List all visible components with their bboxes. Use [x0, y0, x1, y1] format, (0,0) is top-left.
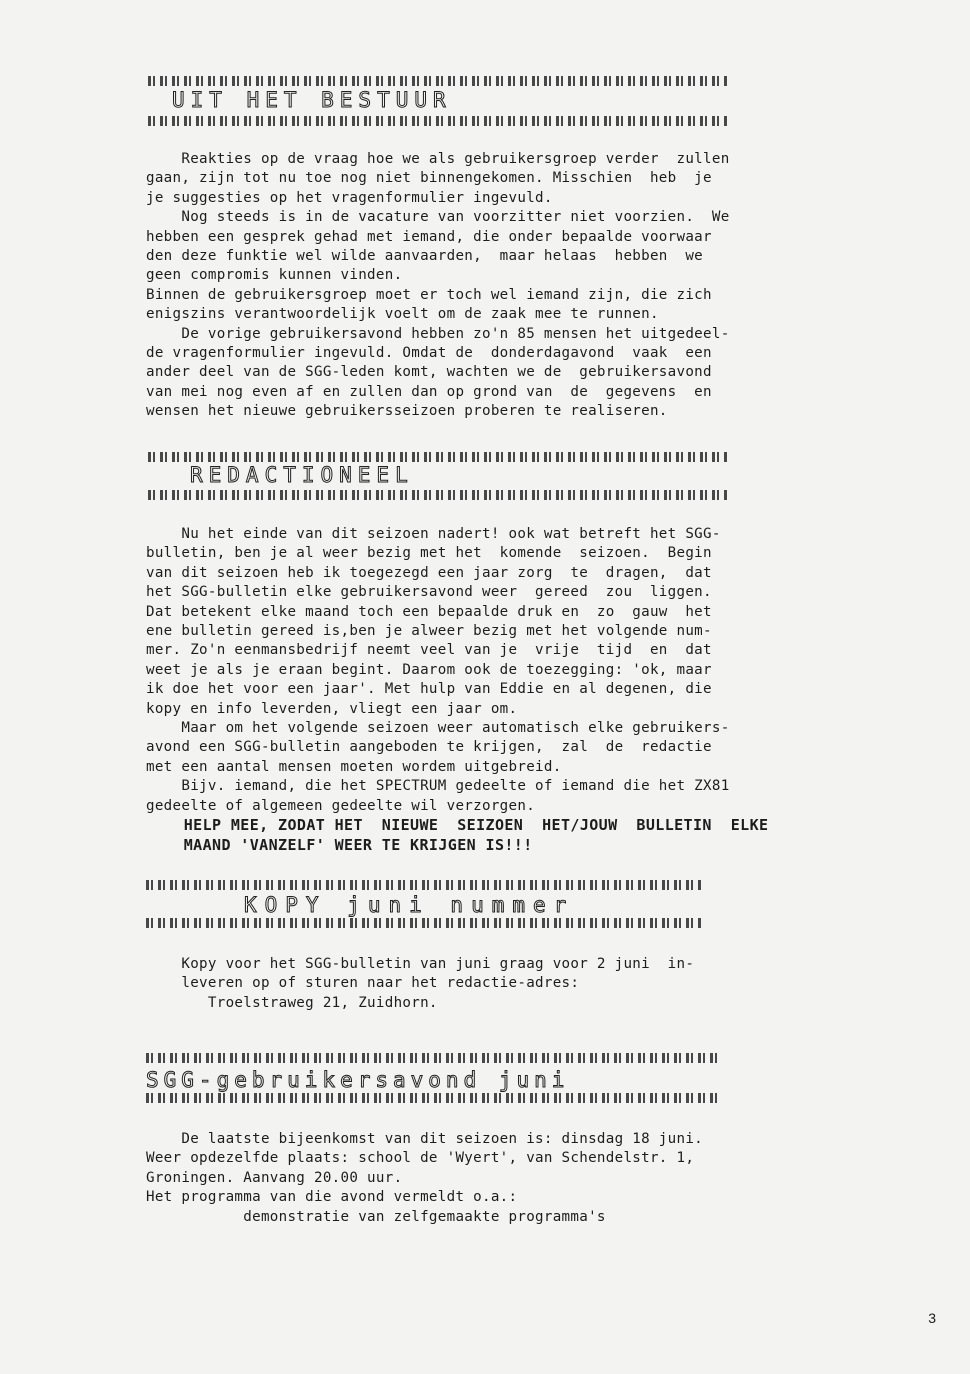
star-rule-bottom	[146, 1093, 721, 1103]
text-line: Troelstraweg 21, Zuidhorn.	[146, 994, 438, 1011]
text-line: enigszins verantwoordelijk voelt om de zaak mee te runnen.	[146, 306, 659, 323]
emphasis-line: HELP MEE, ZODAT HET NIEUWE SEIZOEN HET/JOUW BULLETIN ELKE	[146, 816, 769, 835]
text-line: van dit seizoen heb ik toegezegd een jaar zorg te dragen, dat	[146, 564, 712, 581]
text-line: Maar om het volgende seizoen weer automatisch elke gebruikers-	[146, 720, 730, 737]
text-line: De laatste bijeenkomst van dit seizoen is: dinsdag 18 juni.	[146, 1131, 704, 1147]
paragraph-kopy	[146, 955, 906, 1013]
page-number: 3	[928, 1310, 936, 1326]
star-rule-bottom	[148, 116, 728, 126]
text-line: Nu het einde van dit seizoen nadert! ook wat betreft het SGG-	[146, 526, 721, 542]
text-line: met een aantal mensen moeten wordem uitgebreid.	[146, 758, 562, 775]
text-line: geen compromis kunnen vinden.	[146, 267, 403, 284]
text-line: mer. Zo'n eenmansbedrijf neemt veel van je vrije tijd en dat	[146, 642, 712, 659]
text-line: Groningen. Aanvang 20.00 uur.	[146, 1169, 403, 1186]
text-line: van mei nog even af en zullen dan op grond van de gegevens en	[146, 383, 712, 400]
star-rule-bottom	[148, 490, 728, 500]
text-line: kopy en info leverden, vliegt een jaar om.	[146, 700, 518, 717]
text-line: Reakties op de vraag hoe we als gebruikersgroep verder zullen	[146, 151, 730, 167]
star-rule-top	[146, 880, 701, 890]
section-title-avond: SGG-gebruikersavond juni	[146, 1068, 570, 1092]
text-line: ander deel van de SGG-leden komt, wachten we de gebruikersavond	[146, 364, 712, 381]
text-line: ik doe het voor een jaar'. Met hulp van Eddie en al degenen, die	[146, 681, 712, 698]
text-line: je suggesties op het vragenformulier ingevuld.	[146, 189, 553, 206]
text-line: Weer opdezelfde plaats: school de 'Wyert', van Schendelstr. 1,	[146, 1150, 695, 1167]
section-title-kopy: KOPY juni nummer	[244, 893, 575, 917]
text-line: leveren op of sturen naar het redactie-adres:	[146, 975, 580, 992]
text-line: De vorige gebruikersavond hebben zo'n 85 mensen het uitgedeel-	[146, 325, 730, 342]
star-rule-top	[148, 76, 728, 86]
text-line: de vragenformulier ingevuld. Omdat de donderdagavond vaak een	[146, 345, 712, 362]
text-line: ene bulletin gereed is,ben je alweer bezig met het volgende num-	[146, 623, 712, 640]
text-line: Dat betekent elke maand toch een bepaalde druk en zo gauw het	[146, 603, 712, 620]
text-line: avond een SGG-bulletin aangeboden te krijgen, zal de redactie	[146, 739, 712, 756]
text-line: wensen het nieuwe gebruikersseizoen proberen te realiseren.	[146, 403, 668, 420]
text-line: den deze funktie wel wilde aanvaarden, maar helaas hebben we	[146, 248, 704, 265]
paragraph-redactioneel	[146, 525, 906, 855]
section-title-bestuur: UIT HET BESTUUR	[172, 88, 452, 112]
text-line: Het programma van die avond vermeldt o.a.:	[146, 1189, 518, 1206]
text-line: gaan, zijn tot nu toe nog niet binnengekomen. Misschien heb je	[146, 170, 712, 187]
paragraph-bestuur	[146, 150, 906, 422]
text-line: het SGG-bulletin elke gebruikersavond weer gereed zou liggen.	[146, 584, 712, 601]
text-line: bulletin, ben je al weer bezig met het komende seizoen. Begin	[146, 545, 712, 562]
emphasis-line: MAAND 'VANZELF' WEER TE KRIJGEN IS!!!	[146, 835, 533, 854]
star-rule-bottom	[146, 918, 701, 928]
text-line: demonstratie van zelfgemaakte programma's	[146, 1208, 606, 1225]
star-rule-top	[148, 452, 728, 462]
star-rule-top	[146, 1053, 721, 1063]
text-line: Bijv. iemand, die het SPECTRUM gedeelte of iemand die het ZX81	[146, 778, 730, 795]
text-line: weet je als je eraan begint. Daarom ook de toezegging: 'ok, maar	[146, 661, 712, 678]
text-line: hebben een gesprek gehad met iemand, die onder bepaalde voorwaar	[146, 228, 712, 245]
section-title-redactioneel: REDACTIONEEL	[190, 463, 414, 487]
text-line: Kopy voor het SGG-bulletin van juni graag voor 2 juni in-	[146, 956, 695, 972]
paragraph-avond	[146, 1130, 906, 1227]
text-line: Binnen de gebruikersgroep moet er toch wel iemand zijn, die zich	[146, 286, 712, 303]
text-line: Nog steeds is in de vacature van voorzitter niet voorzien. We	[146, 209, 730, 226]
text-line: gedeelte of algemeen gedeelte wil verzorgen.	[146, 797, 536, 814]
